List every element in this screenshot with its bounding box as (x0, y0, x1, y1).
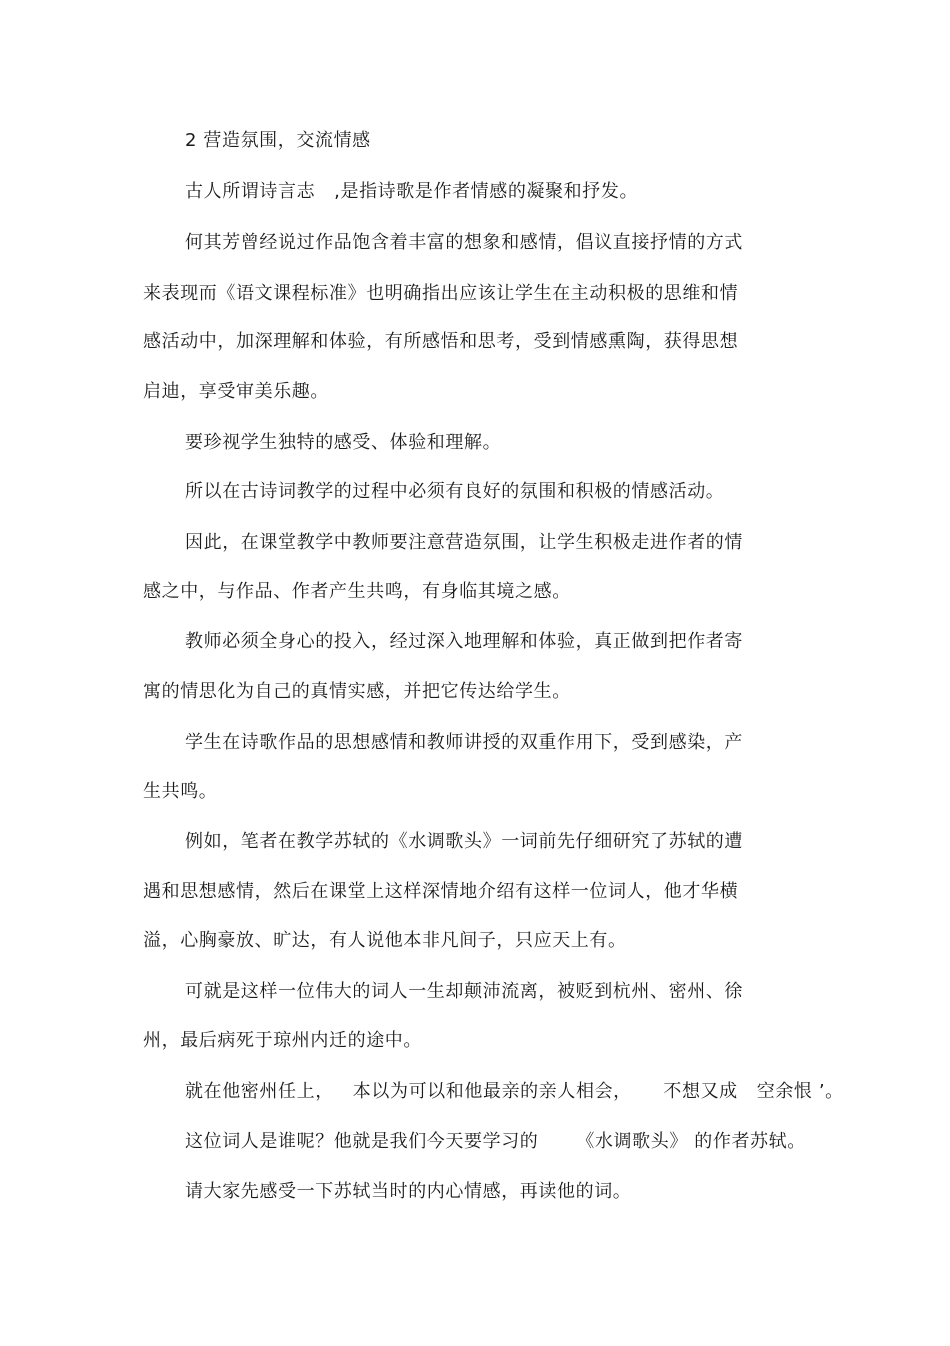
paragraph-line: 因此，在课堂教学中教师要注意营造氛围，让学生积极走进作者的情 (185, 532, 743, 553)
section-heading: 2 营造氛围，交流情感 (185, 130, 371, 151)
paragraph-line: 州，最后病死于琼州内迁的途中。 (143, 1030, 422, 1051)
paragraph-line: 溢，心胸豪放、旷达，有人说他本非凡间子，只应天上有。 (143, 930, 627, 951)
paragraph-line: 启迪，享受审美乐趣。 (143, 381, 329, 402)
paragraph-line: 感活动中，加深理解和体验，有所感悟和思考，受到情感熏陶，获得思想 (143, 331, 739, 352)
paragraph-line: 古人所谓诗言志 ,是指诗歌是作者情感的凝聚和抒发。 (185, 181, 639, 202)
paragraph-line: 遇和思想感情，然后在课堂上这样深情地介绍有这样一位词人，他才华横 (143, 881, 739, 902)
paragraph-line: 请大家先感受一下苏轼当时的内心情感，再读他的词。 (185, 1181, 632, 1202)
paragraph-line: 感之中，与作品、作者产生共鸣，有身临其境之感。 (143, 581, 571, 602)
paragraph-line: 这位词人是谁呢？他就是我们今天要学习的 《水调歌头》 的作者苏轼。 (185, 1131, 806, 1152)
paragraph-line: 生共鸣。 (143, 781, 218, 802)
paragraph-line: 就在他密州任上， 本以为可以和他最亲的亲人相会， 不想又成 空余恨 ’。 (185, 1081, 844, 1102)
paragraph-line: 教师必须全身心的投入，经过深入地理解和体验，真正做到把作者寄 (185, 631, 743, 652)
paragraph-line: 可就是这样一位伟大的词人一生却颠沛流离，被贬到杭州、密州、徐 (185, 981, 743, 1002)
paragraph-line: 所以在古诗词教学的过程中必须有良好的氛围和积极的情感活动。 (185, 481, 725, 502)
paragraph-line: 例如，笔者在教学苏轼的《水调歌头》一词前先仔细研究了苏轼的遭 (185, 831, 743, 852)
paragraph-line: 学生在诗歌作品的思想感情和教师讲授的双重作用下，受到感染，产 (185, 732, 743, 753)
paragraph-line: 寓的情思化为自己的真情实感，并把它传达给学生。 (143, 681, 571, 702)
paragraph-line: 来表现而《语文课程标准》也明确指出应该让学生在主动积极的思维和情 (143, 283, 739, 304)
paragraph-line: 要珍视学生独特的感受、体验和理解。 (185, 432, 502, 453)
paragraph-line: 何其芳曾经说过作品饱含着丰富的想象和感情，倡议直接抒情的方式 (185, 232, 743, 253)
